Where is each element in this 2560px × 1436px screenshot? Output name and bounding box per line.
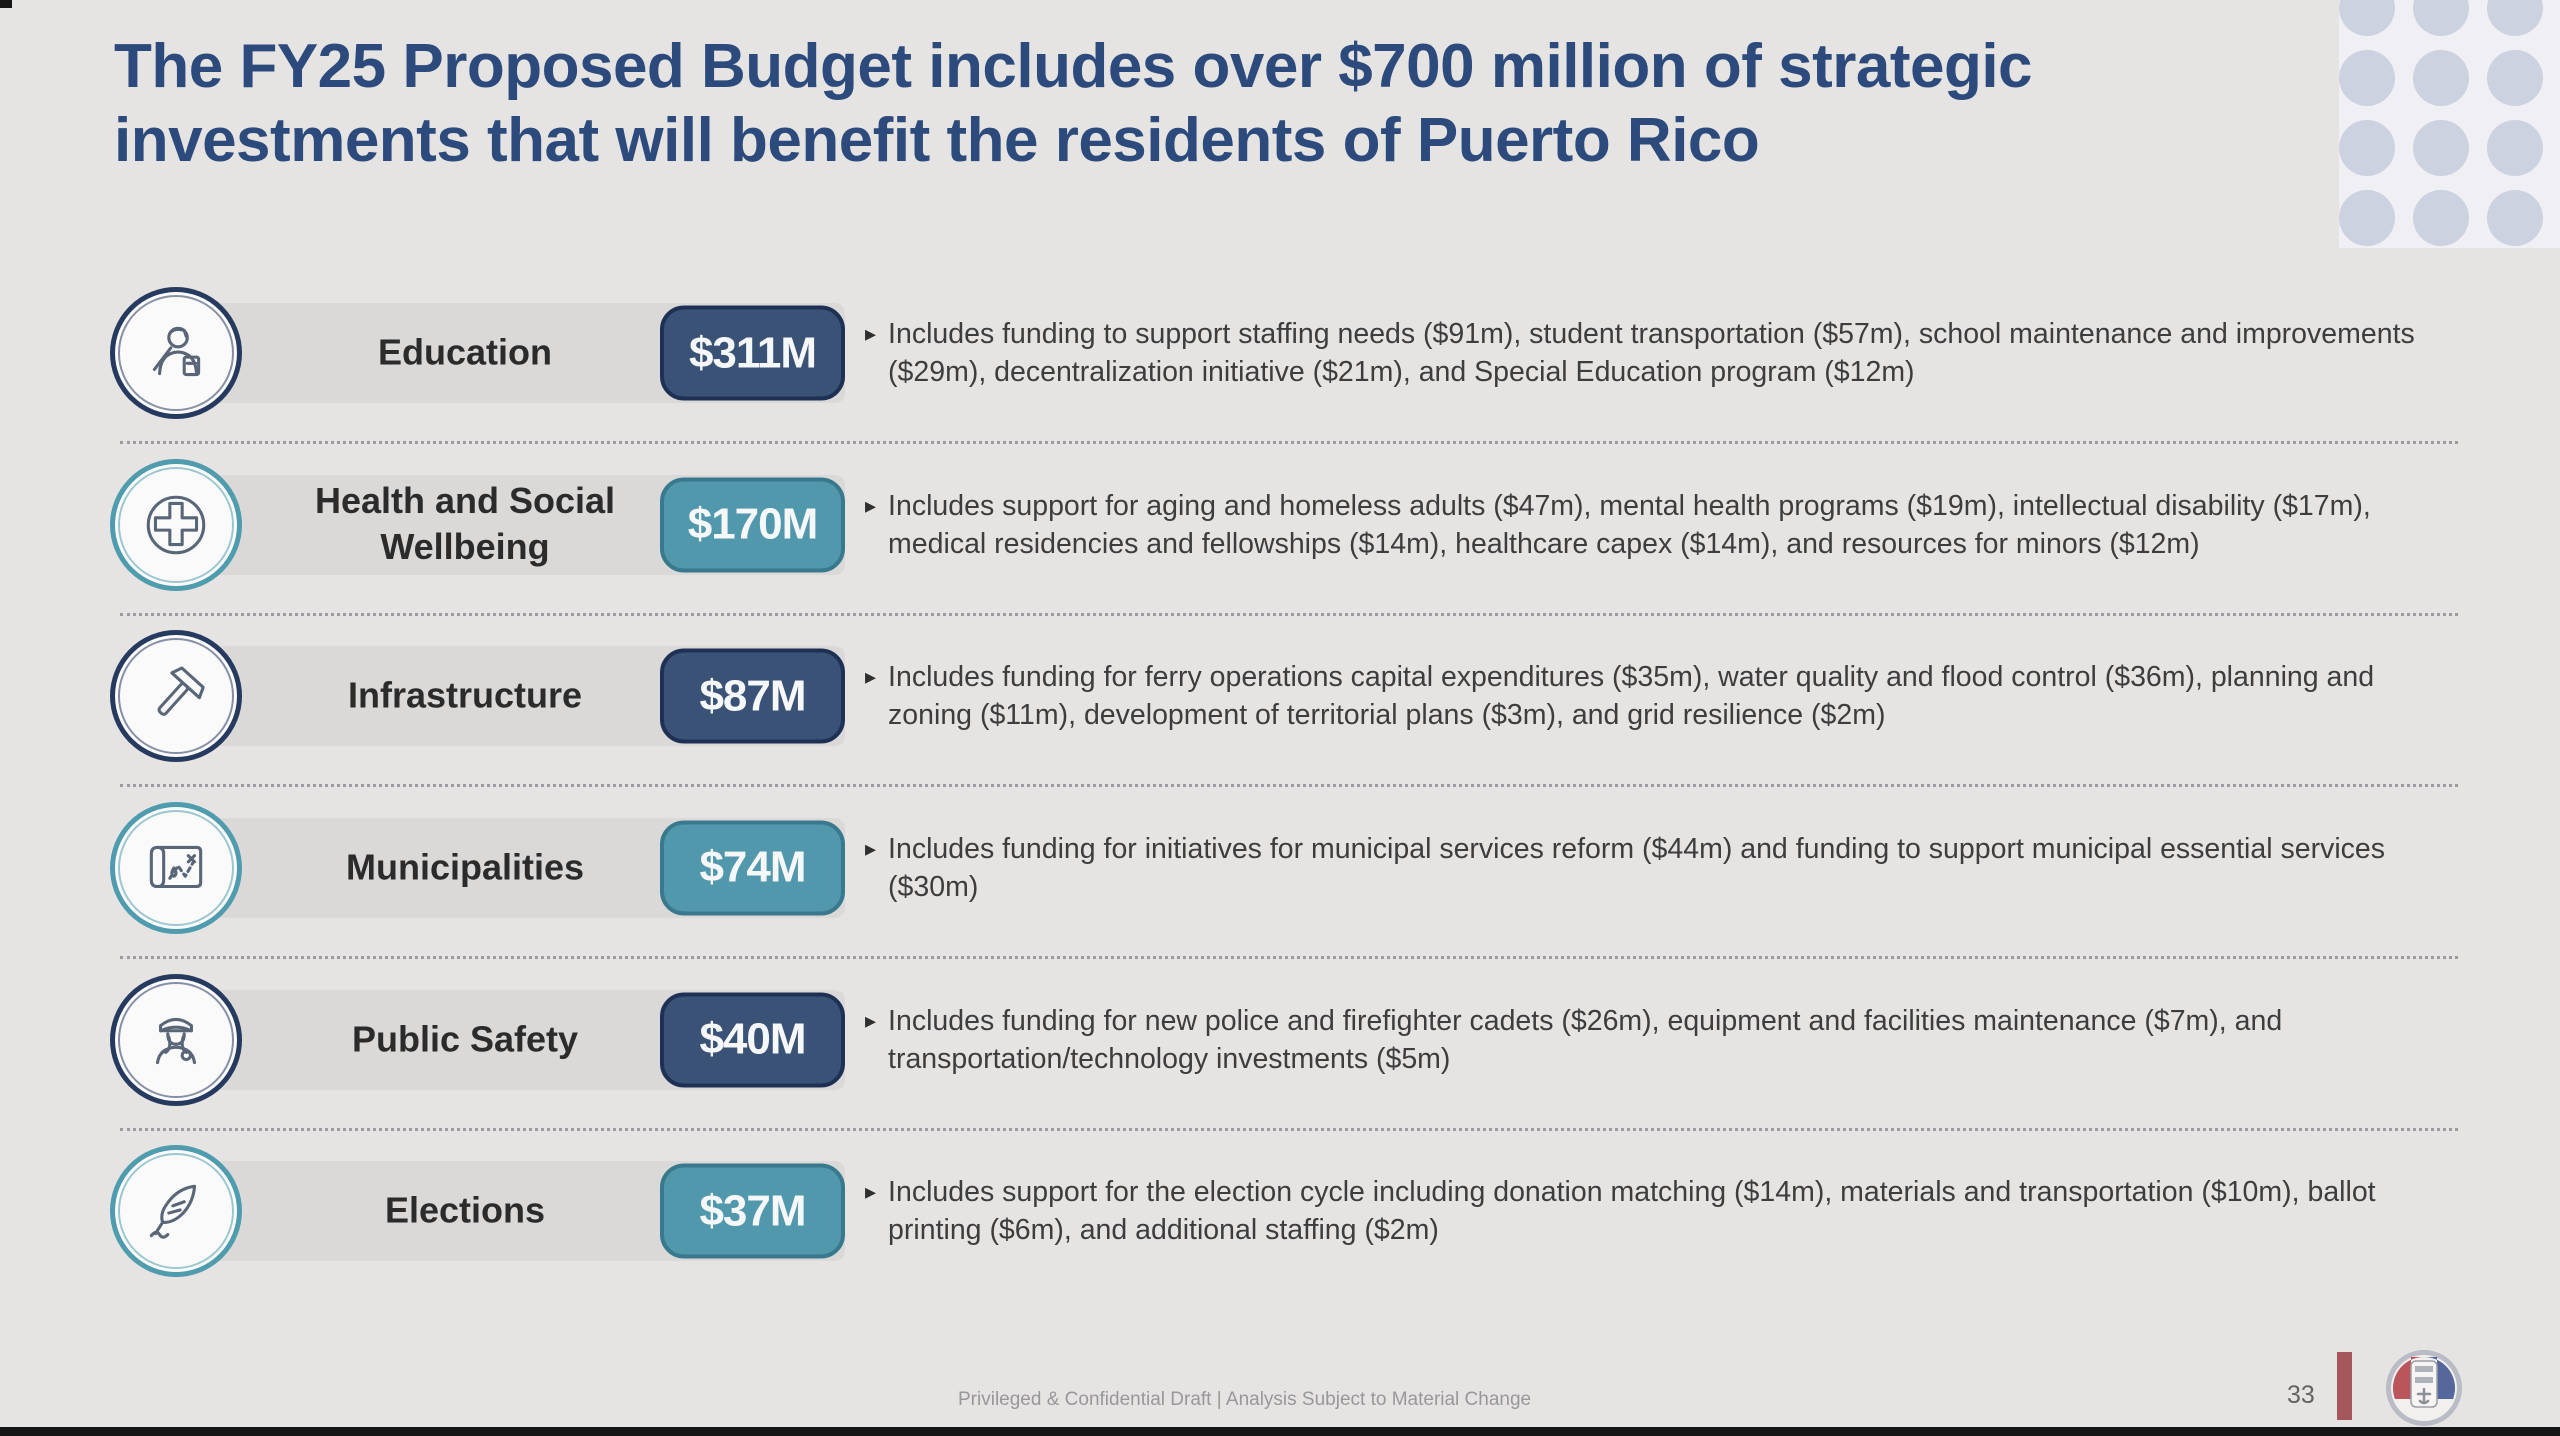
teacher-icon <box>139 316 213 390</box>
category-icon-circle <box>110 459 242 591</box>
category-icon-circle <box>110 287 242 419</box>
dotted-divider <box>120 441 2458 444</box>
budget-row <box>110 455 2460 595</box>
category-description: Includes funding for ferry operations capital expenditures ($35m), water quality and flood control ($36m), planning and zoning ($11m), development of territorial plans ($3m), and grid resilience ($2m) <box>888 661 2375 732</box>
dotted-divider <box>120 956 2458 959</box>
decorative-dot <box>2413 190 2469 246</box>
amount-badge <box>660 992 845 1087</box>
budget-row <box>110 283 2460 423</box>
category-label: Infrastructure <box>347 674 583 716</box>
amount-text: $40M <box>699 1014 806 1064</box>
hammer-icon <box>139 659 213 733</box>
map-icon <box>139 831 213 905</box>
quill-icon <box>139 1174 213 1248</box>
category-label: Elections <box>384 1189 546 1231</box>
page-number: 33 <box>2287 1381 2315 1409</box>
decorative-dot <box>2487 0 2543 36</box>
category-detail <box>865 658 2460 734</box>
decorative-dot <box>2339 50 2395 106</box>
decorative-dots-panel <box>2339 0 2560 248</box>
amount-text: $74M <box>699 842 806 892</box>
category-detail <box>865 315 2460 391</box>
category-label: Health and Social Wellbeing <box>314 479 616 568</box>
category-detail <box>865 1173 2460 1249</box>
category-description: Includes funding to support staffing needs ($91m), student transportation ($57m), school maintenance and improvements ($29m), decentralization initiative ($21m), and Special Education program ($12m) <box>888 318 2415 388</box>
category-description: Includes funding for new police and firefighter cadets ($26m), equipment and facilities maintenance ($7m), and transportation/technology investments ($5m) <box>888 1004 2283 1075</box>
amount-text: $37M <box>699 1186 806 1236</box>
triangle-bullet-icon: ▸ <box>865 835 877 861</box>
slide-title-line2: investments that will benefit the residents of Puerto Rico <box>114 106 1760 176</box>
decorative-dot <box>2487 120 2543 176</box>
category-label: Municipalities <box>345 846 585 888</box>
category-icon-circle <box>110 1145 242 1277</box>
triangle-bullet-icon: ▸ <box>865 1179 877 1205</box>
puerto-rico-seal-logo <box>2385 1349 2463 1427</box>
category-label: Education <box>377 331 552 373</box>
budget-row <box>110 1141 2460 1281</box>
decorative-dot <box>2487 190 2543 246</box>
footer-accent-bar <box>2337 1352 2352 1420</box>
confidentiality-footer: Privileged & Confidential Draft | Analysis Subject to Material Change <box>958 1389 1532 1410</box>
triangle-bullet-icon: ▸ <box>865 664 877 690</box>
police-officer-icon <box>139 1003 213 1077</box>
category-detail <box>865 830 2460 906</box>
category-detail <box>865 487 2460 563</box>
medical-cross-icon <box>139 488 213 562</box>
budget-row <box>110 970 2460 1110</box>
decorative-dot <box>2413 0 2469 36</box>
category-label: Public Safety <box>351 1018 579 1060</box>
dotted-divider <box>120 613 2458 616</box>
triangle-bullet-icon: ▸ <box>865 1007 877 1033</box>
amount-text: $170M <box>687 499 818 549</box>
amount-badge <box>660 306 845 401</box>
category-description: Includes funding for initiatives for municipal services reform ($44m) and funding to support municipal essential services ($30m) <box>888 832 2386 903</box>
slide-title <box>114 30 2314 179</box>
decorative-dot <box>2487 50 2543 106</box>
amount-badge <box>660 477 845 572</box>
decorative-dot-grid <box>2339 0 2560 246</box>
capture-corner-mark <box>0 0 12 8</box>
category-icon-circle <box>110 802 242 934</box>
dotted-divider <box>120 784 2458 787</box>
amount-badge <box>660 820 845 915</box>
triangle-bullet-icon: ▸ <box>865 321 877 346</box>
amount-badge <box>660 1164 845 1259</box>
budget-row <box>110 798 2460 938</box>
budget-row <box>110 626 2460 766</box>
category-icon-circle <box>110 974 242 1106</box>
slide-title-line1: The FY25 Proposed Budget includes over $700 million of strategic <box>114 32 2033 101</box>
decorative-dot <box>2339 0 2395 36</box>
category-icon-circle <box>110 630 242 762</box>
triangle-bullet-icon: ▸ <box>865 492 877 518</box>
dotted-divider <box>120 1128 2458 1131</box>
decorative-dot <box>2413 50 2469 106</box>
decorative-dot <box>2339 120 2395 176</box>
capture-bottom-edge <box>0 1427 2560 1436</box>
category-description: Includes support for the election cycle including donation matching ($14m), materials and transportation ($10m), ballot printing ($6m), and additional staffing ($2m) <box>888 1176 2376 1247</box>
amount-badge <box>660 649 845 744</box>
category-detail <box>865 1002 2460 1078</box>
decorative-dot <box>2413 120 2469 176</box>
category-description: Includes support for aging and homeless adults ($47m), mental health programs ($19m), intellectual disability ($17m), medical residencies and fellowships ($14m), healthcare capex ($14m), and resources for minors ($12m) <box>888 489 2371 560</box>
amount-text: $311M <box>688 328 817 377</box>
decorative-dot <box>2339 190 2395 246</box>
amount-text: $87M <box>699 671 806 721</box>
